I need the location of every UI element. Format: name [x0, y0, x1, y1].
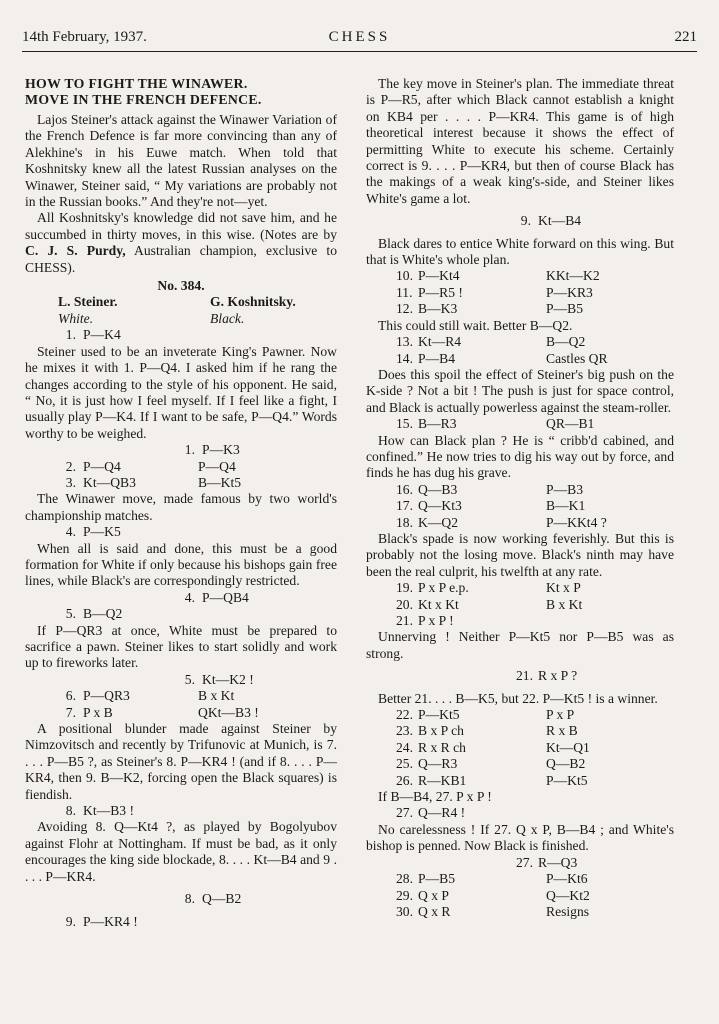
- move-row: 26. R—KB1 P—Kt5: [396, 772, 588, 788]
- move-row: 9. P—KR4 !: [65, 913, 138, 929]
- move-row: 11. P—R5 ! P—KR3: [396, 284, 593, 300]
- article-title: HOW TO FIGHT THE WINAWER. MOVE IN THE FRENCH DEFENCE.: [25, 76, 262, 107]
- running-header: [22, 29, 697, 51]
- move-row: 8. Kt—B3 !: [65, 803, 134, 819]
- move-row: 1. P—K3: [184, 442, 240, 458]
- left-column: [25, 76, 337, 930]
- annotation: This could still wait. Better B—Q2.: [378, 317, 573, 333]
- move-row: 15. B—R3 QR—B1: [396, 416, 595, 432]
- annotation: If B—B4, 27. P x P !: [378, 789, 492, 805]
- issue-date: 14th February, 1937.: [22, 29, 147, 45]
- header-rule: [22, 51, 697, 52]
- right-column: [366, 76, 674, 920]
- players: [58, 294, 337, 327]
- annotation: If P—QR3 at once, White must be prepared to sacrifice a pawn. Steiner likes to start solidly and work up to fireworks later.: [25, 622, 337, 671]
- move-row: 4. P—K5: [65, 524, 121, 540]
- move-row: 29. Q x P Q—Kt2: [396, 887, 590, 903]
- move-row: 27. R—Q3: [516, 854, 578, 870]
- annotation: Black's spade is now working feverishly. But this is probably not the losing move. Black's ninth may have been the real culprit, his twelfth at any rate.: [366, 530, 674, 579]
- move-row: 13. Kt—R4 B—Q2: [396, 334, 586, 350]
- black-player: G. Koshnitsky.: [210, 294, 296, 310]
- move-row: 1. P—K4: [65, 327, 121, 343]
- white-label: White.: [58, 310, 94, 326]
- game-number: No. 384.: [157, 278, 205, 294]
- move-row: 21. P x P !: [396, 613, 454, 628]
- move-row: 8. Q—B2: [184, 891, 242, 907]
- black-label: Black.: [210, 310, 245, 326]
- move-row: 7. P x B QKt—B3 !: [65, 704, 259, 720]
- move-row: 24. R x R ch Kt—Q1: [396, 739, 590, 755]
- annotation: Steiner used to be an inveterate King's Pawner. Now he mixes it with 1. P—Q4. I asked him if he rang the changes according to the style of his opponent. He said, “ No, it is just how I feel myself. If I feel like a fight, I usually play P—K4. If I want to be safe, P—Q4.” Words worthy to be weighed.: [25, 343, 337, 441]
- annotation: No carelessness ! If 27. Q x P, B—B4 ; and White's bishop is penned. Now Black is finished.: [366, 821, 674, 854]
- move-row: 6. P—QR3 B x Kt: [65, 688, 235, 704]
- move-row: 17. Q—Kt3 B—K1: [396, 498, 586, 514]
- move-row: 2. P—Q4 P—Q4: [65, 458, 236, 474]
- intro-paragraph: Lajos Steiner's attack against the Winawer Variation of the French Defence is far more convincing than any of Alekhine's in his Euwe match. When told that Koshnitsky knew all the latest Russian analyses on the Winawer, Steiner said, “ My variations are probably not in the Russian books.” And they're not—yet.: [25, 112, 337, 210]
- move-row: 10. P—Kt4 KKt—K2: [396, 268, 600, 284]
- move-row: 25. Q—R3 Q—B2: [396, 756, 586, 772]
- move-row: 9. Kt—B4: [520, 213, 582, 229]
- white-player: L. Steiner.: [58, 294, 118, 310]
- move-row: 18. K—Q2 P—KKt4 ?: [396, 514, 607, 530]
- move-row: 3. Kt—QB3 B—Kt5: [65, 474, 242, 490]
- annotation: Does this spoil the effect of Steiner's big push on the K-side ? Not a bit ! The push is just for space control, and Black is actually powerless against the steam-roller.: [366, 366, 674, 415]
- annotation: The Winawer move, made famous by two world's championship matches.: [25, 491, 337, 523]
- annotation: Black dares to entice White forward on this wing. But that is White's whole plan.: [366, 235, 674, 268]
- move-row: 21. R x P ?: [516, 668, 578, 684]
- move-row: 14. P—B4 Castles QR: [396, 350, 608, 366]
- annotation: Better 21. . . . B—K5, but 22. P—Kt5 ! is a winner.: [378, 690, 658, 706]
- move-row: 5. Kt—K2 !: [184, 671, 254, 687]
- annotation: When all is said and done, this must be a good formation for White if only because his bishops gain free lines, while Black's are correspondingly restricted.: [25, 540, 337, 589]
- move-row: 27. Q—R4 !: [396, 805, 466, 821]
- move-row: 28. P—B5 P—Kt6: [396, 871, 588, 887]
- annotation: The key move in Steiner's plan. The immediate threat is P—R5, after which Black cannot establish a knight on KB4 per . . . . P—KR4. This game is of high theoretical interest because it shows the effect of permitting White to execute his scheme. Certainly correct is 9. . . . P—KR4, but then of course Black has the makings of a weak king's-side, and Steiner likes White's game a lot.: [366, 76, 674, 206]
- annotation: A positional blunder made against Steiner by Nimzovitsch and recently by Trifunovic at Munich, is 7. . . . P—B5 ?, as Steiner's 8. P—KR4 ! (and if 8. . . . P—KR4, then 9. B—K2, forcing open the Black squares) is fiendish.: [25, 721, 337, 802]
- magazine-title: CHESS: [328, 29, 391, 45]
- move-row: 16. Q—B3 P—B3: [396, 481, 584, 497]
- annotation: How can Black plan ? He is “ cribb'd cabined, and confined.” He now tries to dig his way out by force, and finds he has dug his grave.: [366, 432, 674, 481]
- move-row: 23. B x P ch R x B: [396, 723, 578, 739]
- move-row: 4. P—QB4: [184, 589, 249, 605]
- annotation: Unnerving ! Neither P—Kt5 nor P—B5 was as strong.: [366, 629, 674, 661]
- move-row: 5. B—Q2: [65, 606, 123, 622]
- annotation: Avoiding 8. Q—Kt4 ?, as played by Bogolyubov against Flohr at Nottingham. If must be bad, as it only encourages the king side blockade, 8. . . . Kt—B4 and 9 . . . . P—KR4.: [25, 819, 337, 884]
- intro-paragraph-2: All Koshnitsky's knowledge did not save him, and he succumbed in thirty moves, in this wise. (Notes are by C. J. S. Purdy, Australian champion, exclusive to CHESS).: [25, 210, 337, 275]
- page-number: 221: [674, 29, 697, 45]
- move-row: 30. Q x R Resigns: [396, 903, 590, 919]
- move-row: 19. P x P e.p. Kt x P: [396, 580, 581, 596]
- move-row: 22. P—Kt5 P x P: [396, 707, 575, 723]
- move-row: 20. Kt x Kt B x Kt: [396, 596, 583, 612]
- move-row: 12. B—K3 P—B5: [396, 301, 584, 317]
